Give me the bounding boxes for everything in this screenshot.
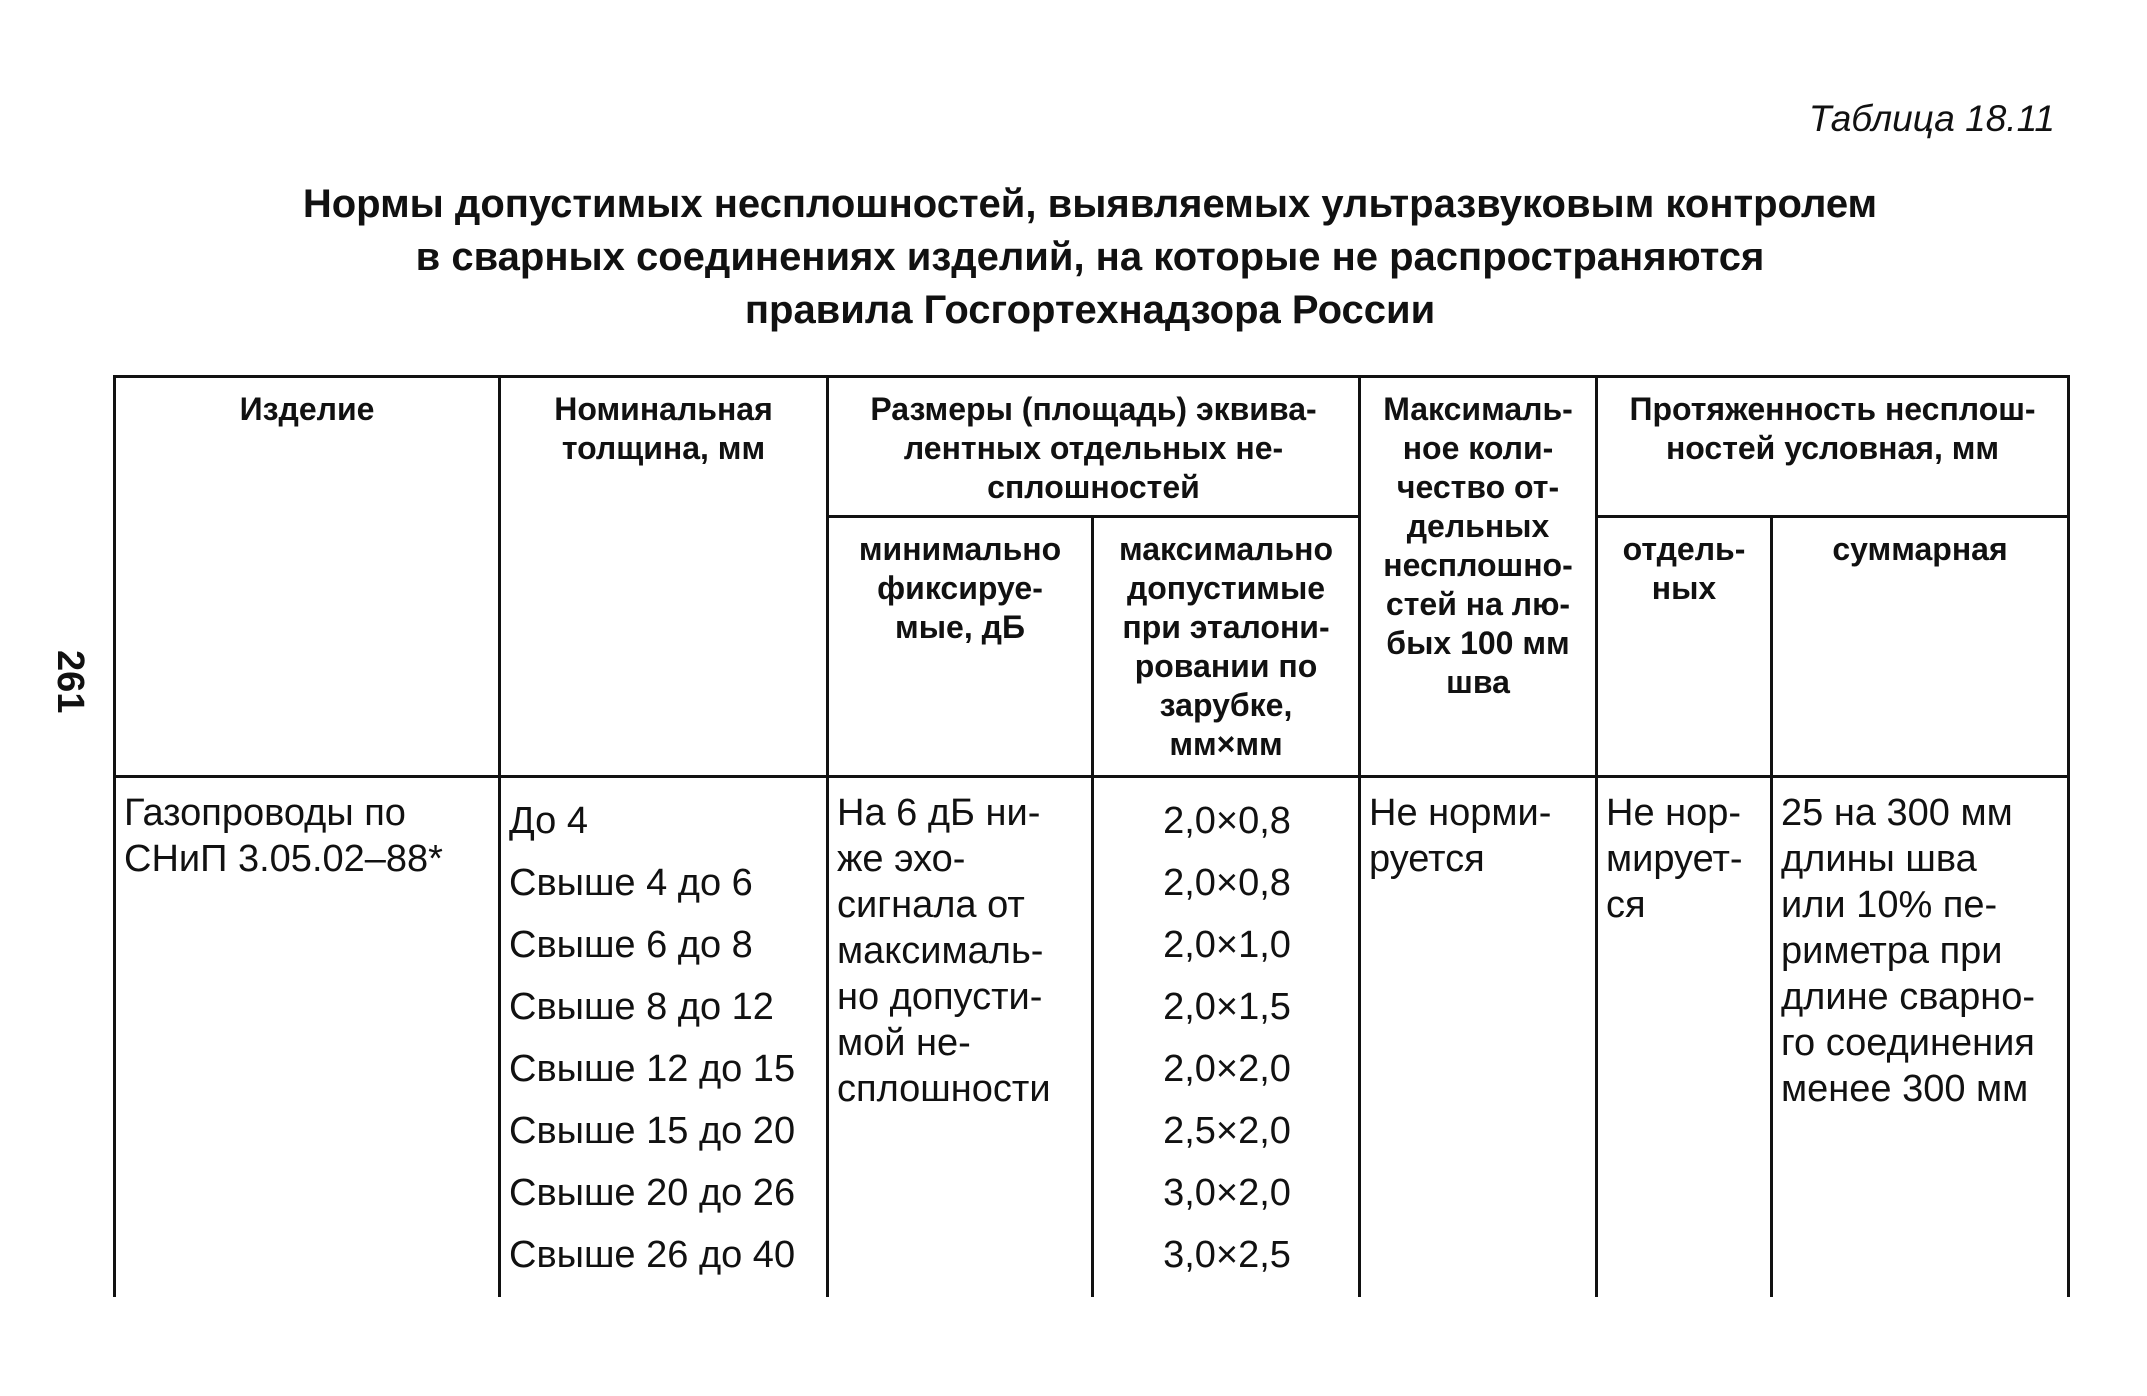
page-number: 261 [49,650,91,714]
header-max-count: Максималь- ное коли- чество от- дельных несплошно- стей на лю- бых 100 мм шва [1360,377,1597,777]
cell-min-fixed: На 6 дБ ни- же эхо- сигнала от максималь- но допусти- мой не- сплошности [828,777,1093,1297]
header-individual: отдель- ных [1597,517,1772,777]
header-thickness: Номинальная толщина, мм [500,377,828,777]
header-length: Протяженность несплош- ностей условная, мм [1597,377,2069,517]
header-product: Изделие [115,377,500,777]
title-line: в сварных соединениях изделий, на которые не распространяются [415,235,1765,279]
header-min-fixed: минимально фиксируе- мые, дБ [828,517,1093,777]
cell-thicknesses: До 4 Свыше 4 до 6 Свыше 6 до 8 Свыше 8 до 12 Свыше 12 до 15 Свыше 15 до 20 Свыше 20 до 26 Свыше 26 до 40 [500,777,828,1297]
cell-product: Газопроводы по СНиП 3.05.02–88* [115,777,500,1297]
header-total: суммарная [1772,517,2069,777]
cell-max-count: Не норми- руется [1360,777,1597,1297]
title-line: Нормы допустимых несплошностей, выявляемых ультразвуковым контролем [302,182,1878,226]
cell-max-allowed: 2,0×0,8 2,0×0,8 2,0×1,0 2,0×1,5 2,0×2,0 2,5×2,0 3,0×2,0 3,0×2,5 [1093,777,1360,1297]
title-line: правила Госгортехнадзора России [744,288,1436,332]
header-sizes: Размеры (площадь) эквива- лентных отдельных не- сплошностей [828,377,1360,517]
cell-individual: Не нор- мирует- ся [1597,777,1772,1297]
table-title [160,178,2020,337]
header-max-allowed: максимально допустимые при эталони- ровании по зарубке, мм×мм [1093,517,1360,777]
cell-total: 25 на 300 мм длины шва или 10% пе- риметра при длине сварно- го соединения менее 300 мм [1772,777,2069,1297]
norms-table [113,375,2070,1297]
table-label: Таблица 18.11 [1808,98,2055,139]
